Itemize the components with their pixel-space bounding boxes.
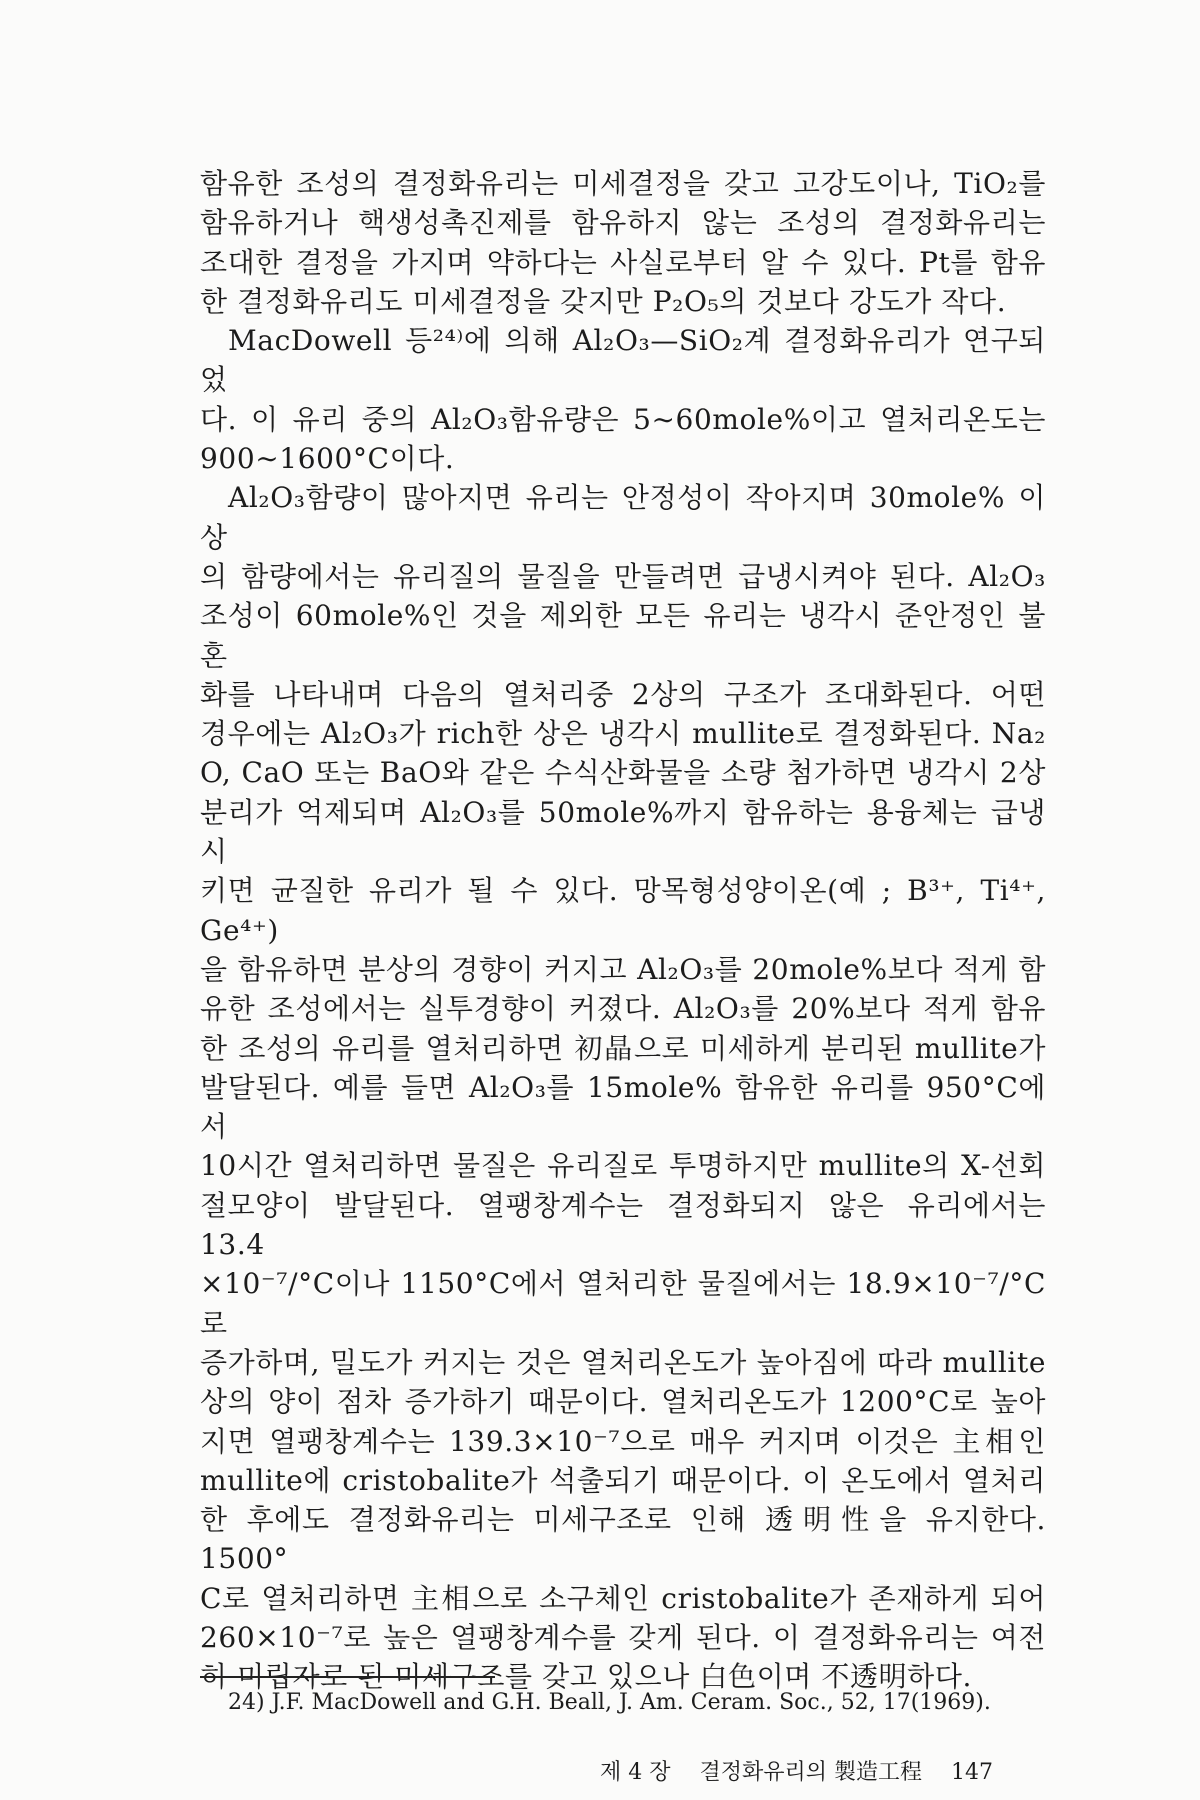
footnote-rule (200, 1676, 495, 1678)
text-line: 함유한 조성의 결정화유리는 미세결정을 갖고 고강도이나, TiO₂를 (200, 167, 1046, 200)
text-line: 히 미립자로 된 미세구조를 갖고 있으나 白色이며 不透明하다. (200, 1660, 972, 1694)
text-line: mullite에 cristobalite가 석출되기 때문이다. 이 온도에서 열처리 (200, 1463, 1046, 1497)
page-number: 147 (951, 1760, 994, 1785)
text-line: 한 결정화유리도 미세결정을 갖지만 P₂O₅의 것보다 강도가 작다. (200, 284, 1007, 318)
text-line: 을 함유하면 분상의 경향이 커지고 Al₂O₃를 20mole%보다 적게 함 (200, 952, 1046, 986)
text-line: 지면 열팽창계수는 139.3×10⁻⁷으로 매우 커지며 이것은 主相인 (200, 1424, 1046, 1458)
page-footer (600, 1758, 1030, 1788)
text-line: 의 함량에서는 유리질의 물질을 만들려면 급냉시켜야 된다. Al₂O₃ (200, 559, 1046, 593)
text-line: 한 후에도 결정화유리는 미세구조로 인해 透明性을 유지한다. 1500° (200, 1503, 1046, 1576)
text-line: 분리가 억제되며 Al₂O₃를 50mole%까지 함유하는 용융체는 급냉시 (200, 795, 1046, 869)
text-line: 10시간 열처리하면 물질은 유리질로 투명하지만 mullite의 X-선회 (200, 1149, 1046, 1183)
text-line: Al₂O₃함량이 많아지면 유리는 안정성이 작아지며 30mole% 이상 (200, 481, 1046, 554)
text-line: 유한 조성에서는 실투경향이 커졌다. Al₂O₃를 20%보다 적게 함유 (200, 992, 1046, 1026)
footnote: 24) J.F. MacDowell and G.H. Beall, J. Am. Ceram. Soc., 52, 17(1969). (228, 1690, 991, 1715)
text-line: 다. 이 유리 중의 Al₂O₃함유량은 5∼60mole%이고 열처리온도는 (200, 402, 1046, 436)
text-line: 900∼1600°C이다. (200, 442, 455, 476)
text-line: 증가하며, 밀도가 커지는 것은 열처리온도가 높아짐에 따라 mullite (200, 1345, 1046, 1379)
footer-chapter-title: 결정화유리의 製造工程 (699, 1760, 923, 1785)
body-text (200, 164, 1046, 1697)
text-line: 조성이 60mole%인 것을 제외한 모든 유리는 냉각시 준안정인 불혼 (200, 599, 1046, 672)
text-line: 조대한 결정을 가지며 약하다는 사실로부터 알 수 있다. Pt를 함유 (200, 245, 1046, 279)
text-line: 키면 균질한 유리가 될 수 있다. 망목형성양이온(예 ; B³⁺, Ti⁴⁺, Ge⁴⁺) (200, 874, 1046, 947)
text-line: 화를 나타내며 다음의 열처리중 2상의 구조가 조대화된다. 어떤 (200, 677, 1046, 711)
text-line: 한 조성의 유리를 열처리하면 初晶으로 미세하게 분리된 mullite가 (200, 1031, 1046, 1065)
text-line: 경우에는 Al₂O₃가 rich한 상은 냉각시 mullite로 결정화된다. Na₂ (200, 717, 1046, 751)
text-line: 함유하거나 핵생성촉진제를 함유하지 않는 조성의 결정화유리는 (200, 206, 1046, 240)
text-line: 발달된다. 예를 들면 Al₂O₃를 15mole% 함유한 유리를 950°C에서 (200, 1070, 1046, 1144)
text-line: O, CaO 또는 BaO와 같은 수식산화물을 소량 첨가하면 냉각시 2상 (200, 756, 1046, 790)
text-line: 절모양이 발달된다. 열팽창계수는 결정화되지 않은 유리에서는 13.4 (200, 1188, 1046, 1262)
footer-chapter: 제 4 장 (600, 1760, 671, 1785)
text-line: ×10⁻⁷/°C이나 1150°C에서 열처리한 물질에서는 18.9×10⁻⁷/°C로 (200, 1267, 1046, 1340)
text-line: 260×10⁻⁷로 높은 열팽창계수를 갖게 된다. 이 결정화유리는 여전 (200, 1620, 1046, 1654)
text-line: C로 열처리하면 主相으로 소구체인 cristobalite가 존재하게 되어 (200, 1581, 1046, 1615)
text-line: MacDowell 등²⁴⁾에 의해 Al₂O₃—SiO₂계 결정화유리가 연구되었 (200, 324, 1046, 397)
text-line: 상의 양이 점차 증가하기 때문이다. 열처리온도가 1200°C로 높아 (200, 1385, 1046, 1419)
